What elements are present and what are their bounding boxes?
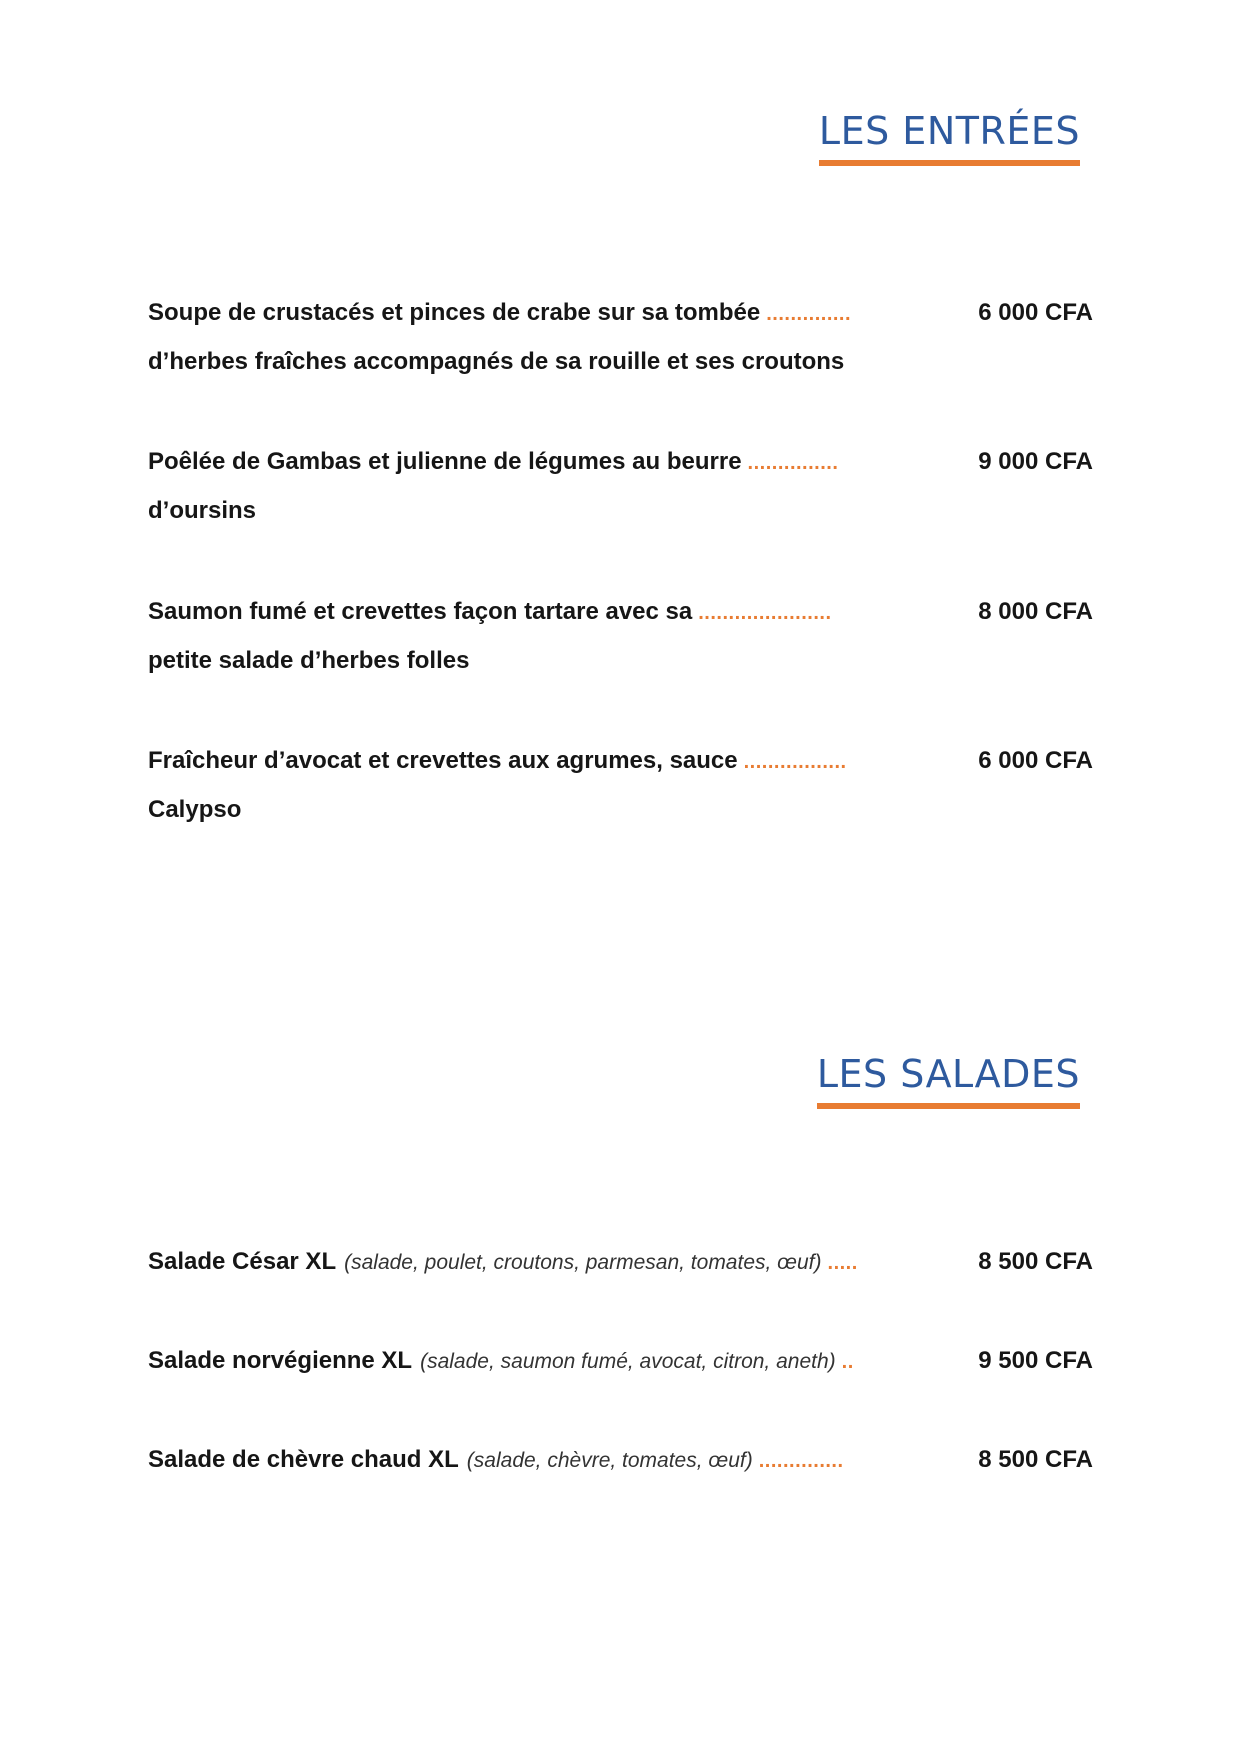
menu-item-salade-1 — [148, 1250, 1093, 1274]
dot-leader: .............. — [766, 303, 852, 325]
dish-description: (salade, saumon fumé, avocat, citron, aneth) — [420, 1350, 836, 1373]
dish-name-continuation: d’herbes fraîches accompagnés de sa rouille et ses croutons — [148, 348, 845, 375]
dish-name: Poêlée de Gambas et julienne de légumes au beurre — [148, 448, 742, 475]
dot-leader: ..... — [827, 1252, 858, 1274]
dish-name: Salade de chèvre chaud XL — [148, 1446, 459, 1473]
dish-name-continuation: d’oursins — [148, 497, 257, 524]
dish-name-continuation: Calypso — [148, 796, 242, 823]
dot-leader: ................. — [743, 751, 847, 773]
dish-name: Saumon fumé et crevettes façon tartare avec sa — [148, 598, 693, 625]
dish-name: Soupe de crustacés et pinces de crabe sur sa tombée — [148, 299, 761, 326]
dot-leader: ............... — [747, 452, 839, 474]
dish-description: (salade, poulet, croutons, parmesan, tomates, œuf) — [344, 1251, 822, 1274]
section-heading: LES SALADES — [817, 1055, 1080, 1109]
dot-leader: ...................... — [698, 602, 832, 624]
dish-description: (salade, chèvre, tomates, œuf) — [466, 1449, 753, 1472]
dish-name-continuation: petite salade d’herbes folles — [148, 647, 470, 674]
dish-price: 6 000 CFA — [978, 299, 1093, 326]
menu-item-entree-3 — [148, 600, 1093, 673]
menu-item-entree-1 — [148, 301, 1093, 374]
menu-item-salade-2 — [148, 1349, 1093, 1373]
dish-price: 8 500 CFA — [978, 1248, 1093, 1275]
section-title-entrees — [818, 109, 1080, 166]
section-title-salades — [816, 1052, 1080, 1109]
section-heading: LES ENTRÉES — [819, 112, 1080, 166]
dish-name: Salade norvégienne XL — [148, 1347, 413, 1374]
dish-price: 8 500 CFA — [978, 1446, 1093, 1473]
dish-name: Fraîcheur d’avocat et crevettes aux agrumes, sauce — [148, 747, 738, 774]
dish-price: 9 500 CFA — [978, 1347, 1093, 1374]
dish-name: Salade César XL — [148, 1248, 337, 1275]
dish-price: 9 000 CFA — [978, 448, 1093, 475]
dish-price: 6 000 CFA — [978, 747, 1093, 774]
menu-item-entree-4 — [148, 749, 1093, 822]
menu-item-entree-2 — [148, 450, 1093, 523]
menu-item-salade-3 — [148, 1448, 1093, 1472]
dish-price: 8 000 CFA — [978, 598, 1093, 625]
dot-leader: .............. — [758, 1450, 844, 1472]
dot-leader: .. — [841, 1351, 854, 1373]
